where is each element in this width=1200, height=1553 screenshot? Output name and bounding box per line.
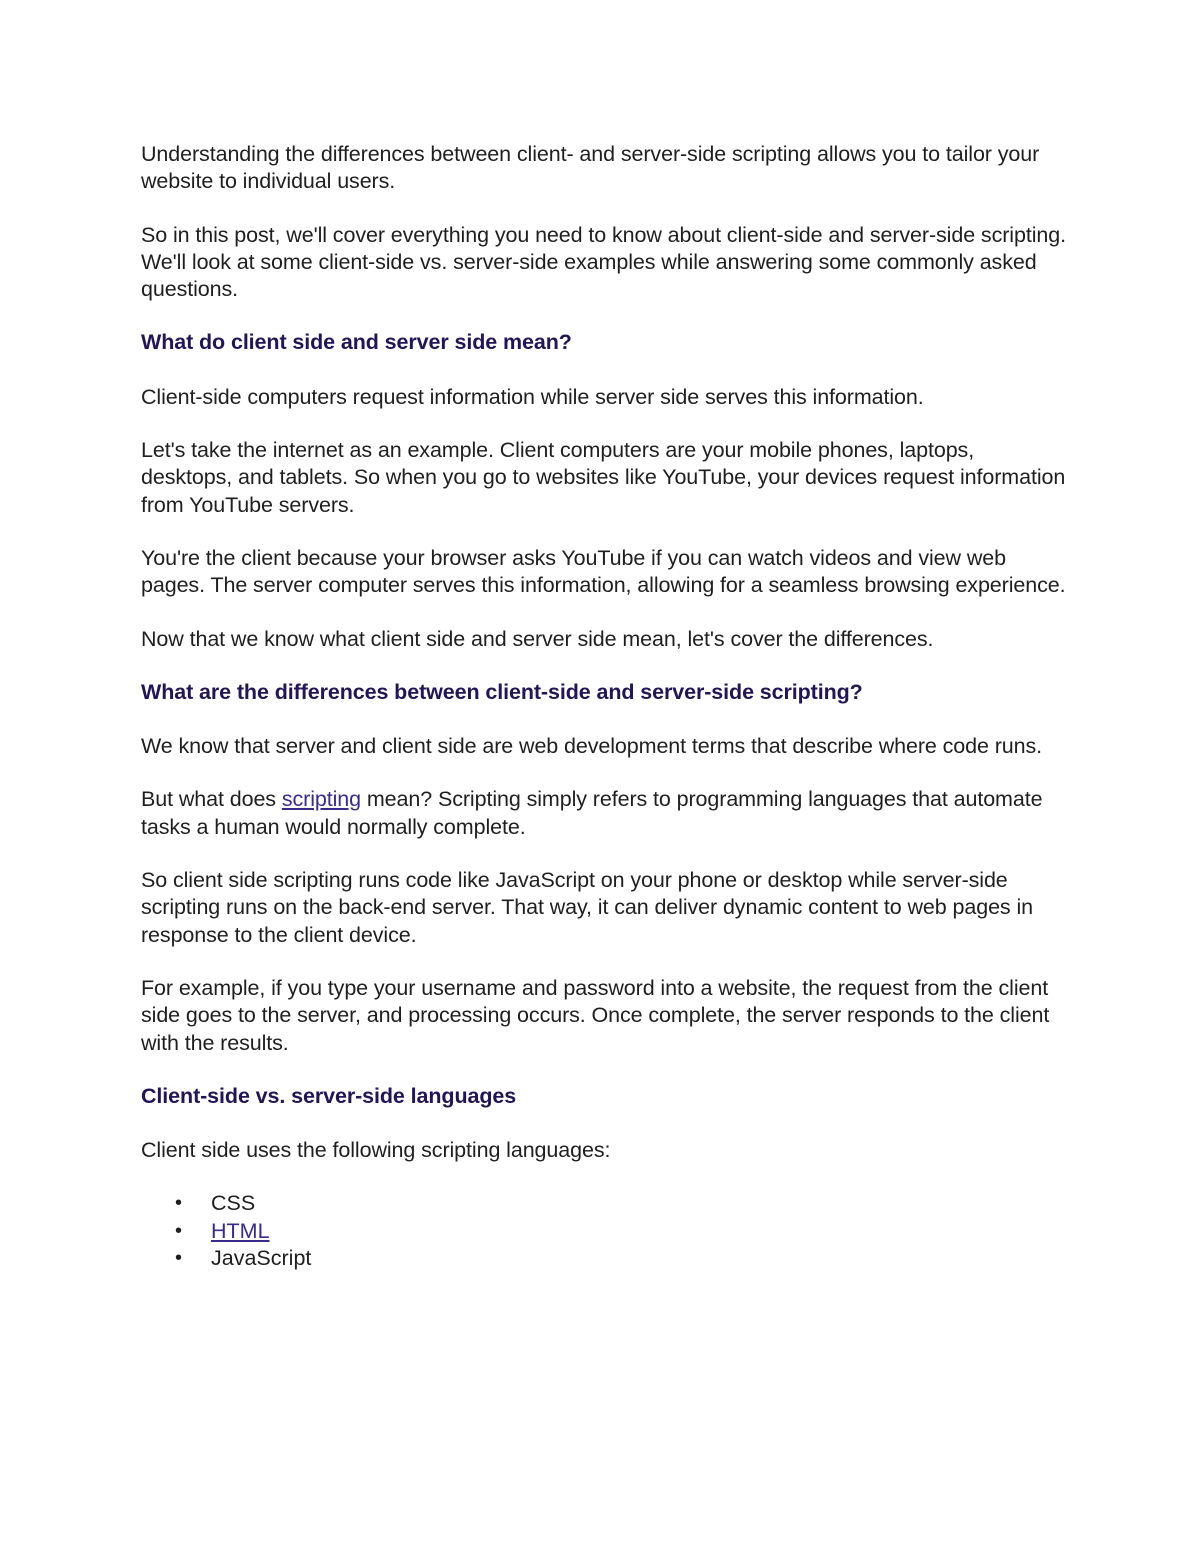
intro-paragraph-2: So in this post, we'll cover everything you need to know about client-side and server-side scripting. We'll look at some client-side vs. server-side examples while answering some commonly asked questions. [141, 222, 1066, 302]
languages-paragraph-1: Client side uses the following scripting languages: [141, 1138, 611, 1163]
list-item [141, 1218, 1071, 1245]
meaning-paragraph-2: Let's take the internet as an example. Client computers are your mobile phones, laptops, desktops, and tablets. So when you go to websites like YouTube, your devices request information from YouTube servers. [141, 438, 1066, 517]
section-heading-languages: Client-side vs. server-side languages [141, 1083, 517, 1108]
section-heading-differences: What are the differences between client-side and server-side scripting? [141, 679, 863, 704]
meaning-paragraph-1: Client-side computers request information while server side serves this information. [141, 384, 924, 409]
html-link[interactable]: HTML [211, 1218, 270, 1243]
differences-paragraph-2-end: mean? Scripting simply refers to programming languages that automate tasks a human would normally complete. [141, 787, 1043, 839]
differences-paragraph-4: For example, if you type your username and password into a website, the request from the client side goes to the server, and processing occurs. Once complete, the server responds to the client with the results. [141, 975, 1050, 1055]
list-item-label: CSS [211, 1191, 256, 1216]
differences-paragraph-2 [141, 786, 1071, 841]
bullet-marker: • [175, 1247, 183, 1270]
scripting-link[interactable]: scripting [281, 787, 361, 812]
section-heading-meaning: What do client side and server side mean? [141, 330, 572, 355]
list-item-label: JavaScript [211, 1246, 312, 1271]
bullet-marker: • [175, 1219, 183, 1242]
meaning-paragraph-3: You're the client because your browser asks YouTube if you can watch videos and view web pages. The server computer serves this information, allowing for a seamless browsing experience. [141, 545, 1066, 598]
intro-paragraph-1: Understanding the differences between client- and server-side scripting allows you to tailor your website to individual users. [141, 142, 1040, 194]
list-item [141, 1245, 1071, 1272]
document-page [141, 141, 1071, 1272]
bullet-marker: • [175, 1192, 183, 1215]
differences-paragraph-2-start: But what does [141, 787, 282, 812]
client-languages-list [141, 1190, 1071, 1272]
differences-paragraph-3: So client side scripting runs code like JavaScript on your phone or desktop while server-side scripting runs on the back-end server. That way, it can deliver dynamic content to web pages in response to the client device. [141, 868, 1033, 947]
meaning-paragraph-4: Now that we know what client side and server side mean, let's cover the differences. [141, 626, 934, 651]
differences-paragraph-1: We know that server and client side are web development terms that describe where code runs. [141, 734, 1043, 759]
list-item [141, 1190, 1071, 1217]
